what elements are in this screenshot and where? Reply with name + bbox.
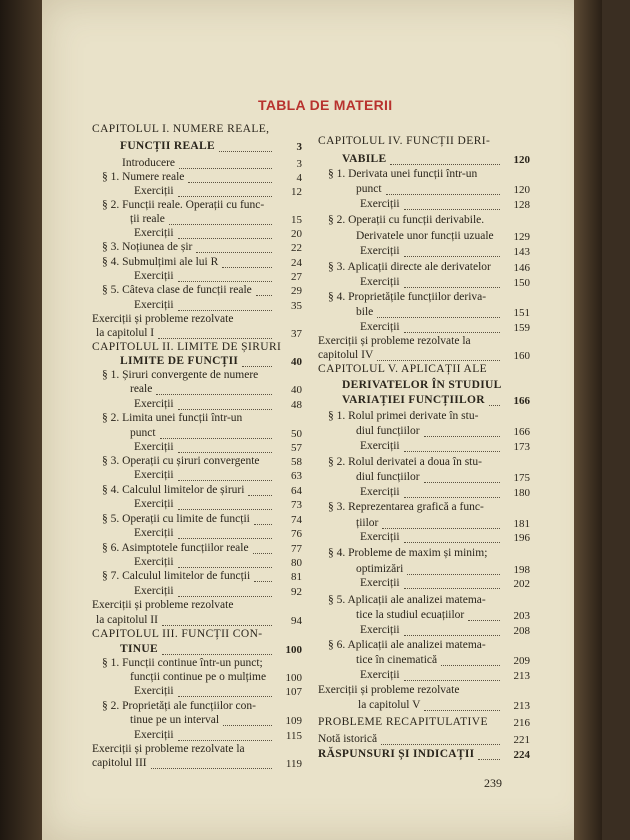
toc-page-number: 166 bbox=[513, 426, 530, 438]
toc-page-number: 27 bbox=[291, 271, 302, 283]
toc-page-number: 151 bbox=[513, 307, 530, 319]
toc-page-number: 128 bbox=[513, 199, 530, 211]
toc-entry: CAPITOLUL IV. FUNCȚII DERI- bbox=[318, 135, 491, 147]
toc-entry: bile bbox=[356, 306, 374, 318]
toc-page-number: 216 bbox=[513, 717, 530, 729]
dot-leader bbox=[404, 680, 500, 681]
toc-page-number: 175 bbox=[513, 472, 530, 484]
toc-entry: Exerciții bbox=[360, 624, 400, 636]
dot-leader bbox=[404, 287, 500, 288]
toc-entry: Exerciții bbox=[360, 577, 400, 589]
toc-entry: Derivatele unor funcții uzuale bbox=[356, 230, 494, 242]
toc-entry: § 1. Derivata unei funcții într-un bbox=[328, 168, 478, 180]
toc-page-number: 146 bbox=[513, 262, 530, 274]
toc-entry: Exerciții și probleme rezolvate bbox=[92, 313, 234, 325]
dot-leader bbox=[178, 409, 272, 410]
dot-leader bbox=[219, 151, 272, 152]
toc-page-number: 203 bbox=[513, 610, 530, 622]
toc-entry: țiilor bbox=[356, 517, 379, 529]
dot-leader bbox=[256, 295, 272, 296]
dot-leader bbox=[404, 635, 500, 636]
dot-leader bbox=[151, 768, 272, 769]
dot-leader bbox=[158, 338, 272, 339]
toc-entry: RĂSPUNSURI ȘI INDICAȚII bbox=[318, 748, 475, 760]
dot-leader bbox=[188, 182, 272, 183]
toc-page-number: 40 bbox=[291, 384, 302, 396]
book-spine-shadow bbox=[0, 0, 42, 840]
dot-leader bbox=[196, 252, 272, 253]
toc-page-number: 81 bbox=[291, 571, 302, 583]
toc-page-number: 40 bbox=[291, 356, 302, 368]
toc-page-number: 58 bbox=[291, 456, 302, 468]
toc-page-number: 48 bbox=[291, 399, 302, 411]
toc-page-number: 35 bbox=[291, 300, 302, 312]
toc-entry: Exerciții bbox=[134, 556, 174, 568]
toc-page-number: 107 bbox=[285, 686, 302, 698]
toc-entry: CAPITOLUL III. FUNCȚII CON- bbox=[92, 628, 263, 640]
toc-entry: Exerciții bbox=[360, 531, 400, 543]
toc-entry: Exerciții și probleme rezolvate la bbox=[92, 743, 245, 755]
dot-leader bbox=[178, 196, 272, 197]
toc-entry: diul funcțiilor bbox=[356, 425, 420, 437]
dot-leader bbox=[404, 209, 500, 210]
toc-entry: CAPITOLUL I. NUMERE REALE, bbox=[92, 123, 270, 135]
toc-entry: Exerciții bbox=[134, 398, 174, 410]
toc-entry: optimizări bbox=[356, 563, 404, 575]
toc-entry: Exerciții bbox=[134, 685, 174, 697]
toc-entry: Exerciții și probleme rezolvate bbox=[92, 599, 234, 611]
dot-leader bbox=[404, 451, 500, 452]
toc-entry: ții reale bbox=[130, 213, 165, 225]
toc-page-number: 181 bbox=[513, 518, 530, 530]
toc-page-number: 74 bbox=[291, 514, 302, 526]
toc-entry: tice în cinematică bbox=[356, 654, 438, 666]
toc-entry: Exerciții bbox=[134, 441, 174, 453]
toc-entry: Exerciții bbox=[360, 440, 400, 452]
toc-entry: § 6. Asimptotele funcțiilor reale bbox=[102, 542, 249, 554]
toc-page-number: 100 bbox=[285, 672, 302, 684]
page-edge bbox=[574, 0, 602, 840]
toc-page-number: 180 bbox=[513, 487, 530, 499]
toc-page-number: 129 bbox=[513, 231, 530, 243]
dot-leader bbox=[424, 710, 500, 711]
toc-page-number: 159 bbox=[513, 322, 530, 334]
toc-entry: diul funcțiilor bbox=[356, 471, 420, 483]
toc-page-number: 120 bbox=[513, 154, 530, 166]
dot-leader bbox=[222, 267, 272, 268]
toc-entry: § 1. Rolul primei derivate în stu- bbox=[328, 410, 479, 422]
toc-page-number: 202 bbox=[513, 578, 530, 590]
toc-entry: capitolul III bbox=[92, 757, 147, 769]
toc-page-number: 92 bbox=[291, 586, 302, 598]
toc-entry: Exerciții și probleme rezolvate la bbox=[318, 335, 471, 347]
dot-leader bbox=[441, 665, 500, 666]
toc-page-number: 4 bbox=[296, 172, 302, 184]
toc-page-number: 209 bbox=[513, 655, 530, 667]
toc-entry: CAPITOLUL II. LIMITE DE ȘIRURI bbox=[92, 341, 282, 353]
toc-page-number: 94 bbox=[291, 615, 302, 627]
toc-entry: Exerciții bbox=[360, 669, 400, 681]
page-number: 239 bbox=[484, 776, 502, 790]
toc-page-number: 3 bbox=[296, 158, 302, 170]
toc-entry: § 3. Reprezentarea grafică a func- bbox=[328, 501, 484, 513]
toc-page-number: 143 bbox=[513, 246, 530, 258]
toc-entry: Exerciții bbox=[134, 729, 174, 741]
dot-leader bbox=[390, 164, 500, 165]
toc-entry: Notă istorică bbox=[318, 733, 378, 745]
toc-entry: Exerciții bbox=[134, 227, 174, 239]
dot-leader bbox=[253, 553, 272, 554]
dot-leader bbox=[223, 725, 272, 726]
toc-title: TABLA DE MATERII bbox=[258, 97, 393, 113]
toc-entry: Exerciții bbox=[360, 276, 400, 288]
dot-leader bbox=[179, 168, 272, 169]
toc-page-number: 29 bbox=[291, 285, 302, 297]
dot-leader bbox=[178, 538, 272, 539]
dot-leader bbox=[178, 740, 272, 741]
toc-page-number: 196 bbox=[513, 532, 530, 544]
toc-entry: DERIVATELOR ÎN STUDIUL bbox=[342, 379, 502, 391]
toc-page-number: 100 bbox=[285, 644, 302, 656]
toc-page-number: 20 bbox=[291, 228, 302, 240]
toc-entry: tinue pe un interval bbox=[130, 714, 220, 726]
toc-entry: § 5. Operații cu limite de funcții bbox=[102, 513, 250, 525]
toc-entry: § 4. Probleme de maxim și minim; bbox=[328, 547, 488, 559]
toc-entry: § 2. Proprietăți ale funcțiilor con- bbox=[102, 700, 256, 712]
dot-leader bbox=[377, 360, 500, 361]
toc-page-number: 76 bbox=[291, 528, 302, 540]
toc-page-number: 73 bbox=[291, 499, 302, 511]
dot-leader bbox=[404, 542, 500, 543]
toc-entry: CAPITOLUL V. APLICAȚII ALE bbox=[318, 363, 488, 375]
dot-leader bbox=[178, 452, 272, 453]
dot-leader bbox=[160, 438, 272, 439]
dot-leader bbox=[478, 759, 500, 760]
dot-leader bbox=[404, 332, 500, 333]
toc-entry: Exerciții bbox=[134, 469, 174, 481]
toc-page-number: 57 bbox=[291, 442, 302, 454]
toc-entry: Exerciții bbox=[360, 486, 400, 498]
dot-leader bbox=[377, 317, 500, 318]
toc-entry: § 2. Operații cu funcții derivabile. bbox=[328, 214, 485, 226]
toc-page-number: 198 bbox=[513, 564, 530, 576]
dot-leader bbox=[386, 194, 500, 195]
toc-entry: § 1. Șiruri convergente de numere bbox=[102, 369, 259, 381]
toc-entry: Introducere bbox=[122, 157, 175, 169]
toc-entry: § 4. Proprietățile funcțiilor deriva- bbox=[328, 291, 487, 303]
toc-entry: § 2. Rolul derivatei a doua în stu- bbox=[328, 456, 482, 468]
dot-leader bbox=[382, 528, 500, 529]
toc-entry: la capitolul II bbox=[96, 614, 158, 626]
toc-entry: la capitolul V bbox=[358, 699, 421, 711]
toc-entry: § 3. Aplicații directe ale derivatelor bbox=[328, 261, 491, 273]
dot-leader bbox=[254, 581, 272, 582]
dot-leader bbox=[178, 480, 272, 481]
dot-leader bbox=[156, 394, 272, 395]
toc-page-number: 224 bbox=[513, 749, 530, 761]
toc-page-number: 64 bbox=[291, 485, 302, 497]
dot-leader bbox=[178, 567, 272, 568]
toc-entry: Exerciții și probleme rezolvate bbox=[318, 684, 460, 696]
toc-entry: TINUE bbox=[120, 643, 158, 655]
dot-leader bbox=[178, 509, 272, 510]
toc-entry: capitolul IV bbox=[318, 349, 374, 361]
toc-entry: Exerciții bbox=[134, 299, 174, 311]
toc-entry: Exerciții bbox=[134, 498, 174, 510]
toc-entry: tice la studiul ecuațiilor bbox=[356, 609, 465, 621]
toc-page-number: 160 bbox=[513, 350, 530, 362]
toc-entry: punct bbox=[130, 427, 156, 439]
toc-page-number: 3 bbox=[296, 141, 302, 153]
toc-entry: § 3. Operații cu șiruri convergente bbox=[102, 455, 260, 467]
toc-entry: FUNCȚII REALE bbox=[120, 140, 215, 152]
toc-entry: Exerciții bbox=[134, 270, 174, 282]
dot-leader bbox=[489, 405, 500, 406]
dot-leader bbox=[407, 574, 500, 575]
toc-entry: Exerciții bbox=[134, 527, 174, 539]
toc-entry: VABILE bbox=[342, 153, 387, 165]
toc-entry: punct bbox=[356, 183, 382, 195]
toc-page-number: 213 bbox=[513, 670, 530, 682]
toc-entry: § 5. Câteva clase de funcții reale bbox=[102, 284, 252, 296]
toc-page-number: 24 bbox=[291, 257, 302, 269]
toc-page-number: 221 bbox=[513, 734, 530, 746]
toc-entry: reale bbox=[130, 383, 153, 395]
toc-page-number: 50 bbox=[291, 428, 302, 440]
toc-entry: funcții continue pe o mulțime bbox=[130, 671, 267, 683]
dot-leader bbox=[169, 224, 272, 225]
toc-entry: § 2. Limita unei funcții într-un bbox=[102, 412, 243, 424]
toc-entry: § 3. Noțiunea de șir bbox=[102, 241, 193, 253]
toc-entry: Exerciții bbox=[360, 198, 400, 210]
toc-page-number: 37 bbox=[291, 328, 302, 340]
dot-leader bbox=[248, 495, 272, 496]
toc-page-number: 22 bbox=[291, 242, 302, 254]
toc-entry: § 4. Submulțimi ale lui R bbox=[102, 256, 219, 268]
dot-leader bbox=[242, 366, 272, 367]
toc-page-number: 115 bbox=[285, 730, 302, 742]
dot-leader bbox=[178, 696, 272, 697]
dot-leader bbox=[162, 625, 272, 626]
toc-entry: § 6. Aplicații ale analizei matema- bbox=[328, 639, 486, 651]
dot-leader bbox=[424, 436, 500, 437]
toc-page-number: 173 bbox=[513, 441, 530, 453]
toc-entry: § 1. Funcții continue într-un punct; bbox=[102, 657, 263, 669]
toc-entry: Exerciții bbox=[134, 185, 174, 197]
toc-entry: Exerciții bbox=[134, 585, 174, 597]
toc-page-number: 208 bbox=[513, 625, 530, 637]
toc-page-number: 15 bbox=[291, 214, 302, 226]
dot-leader bbox=[381, 744, 500, 745]
toc-entry: § 7. Calculul limitelor de funcții bbox=[102, 570, 251, 582]
toc-entry: § 1. Numere reale bbox=[102, 171, 185, 183]
dot-leader bbox=[404, 497, 500, 498]
toc-entry: § 5. Aplicații ale analizei matema- bbox=[328, 594, 486, 606]
dot-leader bbox=[178, 310, 272, 311]
dot-leader bbox=[424, 482, 500, 483]
toc-page-number: 150 bbox=[513, 277, 530, 289]
toc-entry: Exerciții bbox=[360, 321, 400, 333]
toc-page-number: 213 bbox=[513, 700, 530, 712]
dot-leader bbox=[468, 620, 500, 621]
dot-leader bbox=[178, 596, 272, 597]
dot-leader bbox=[404, 256, 500, 257]
toc-page-number: 109 bbox=[285, 715, 302, 727]
toc-page-number: 166 bbox=[513, 395, 530, 407]
toc-entry: la capitolul I bbox=[96, 327, 155, 339]
dot-leader bbox=[178, 238, 272, 239]
toc-entry: § 4. Calculul limitelor de șiruri bbox=[102, 484, 245, 496]
toc-entry: § 2. Funcții reale. Operații cu func- bbox=[102, 199, 265, 211]
dot-leader bbox=[178, 281, 272, 282]
toc-entry: PROBLEME RECAPITULATIVE bbox=[318, 716, 488, 728]
toc-page-number: 119 bbox=[285, 758, 302, 770]
toc-page-number: 63 bbox=[291, 470, 302, 482]
toc-page-number: 80 bbox=[291, 557, 302, 569]
toc-entry: Exerciții bbox=[360, 245, 400, 257]
toc-page-number: 12 bbox=[291, 186, 302, 198]
toc-entry: VARIAȚIEI FUNCȚIILOR bbox=[342, 394, 485, 406]
dot-leader bbox=[162, 654, 272, 655]
dot-leader bbox=[404, 588, 500, 589]
toc-page-number: 120 bbox=[513, 184, 530, 196]
dot-leader bbox=[254, 524, 272, 525]
toc-page-number: 77 bbox=[291, 543, 302, 555]
toc-entry: LIMITE DE FUNCȚII bbox=[120, 355, 239, 367]
